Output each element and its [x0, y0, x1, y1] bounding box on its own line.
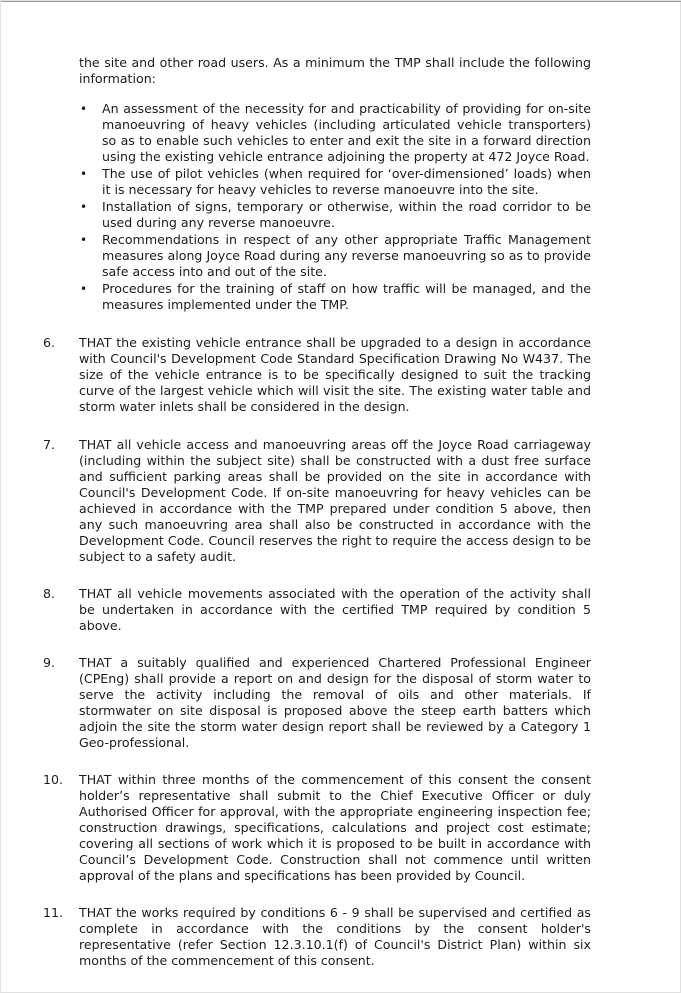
bullet-icon: •: [80, 102, 88, 116]
conditions-list: [43, 335, 591, 969]
condition-11: [43, 905, 591, 969]
tmp-requirements-list: [43, 101, 591, 313]
bullet-icon: •: [80, 233, 88, 247]
list-item: [43, 166, 591, 198]
intro-paragraph: the site and other road users. As a minimum the TMP shall include the following information:: [79, 55, 591, 86]
condition-10: [43, 772, 591, 884]
condition-8: [43, 586, 591, 634]
condition-text: THAT the existing vehicle entrance shall be upgraded to a design in accordance with Council's Development Code Standard Specification Drawing No W437. The size of the vehicle entrance is to be specifically designed to suit the tracking curve of the largest vehicle which will visit the site. The existing water table and storm water inlets shall be considered in the design.: [79, 335, 591, 414]
condition-number: 8.: [43, 586, 56, 601]
list-item: [43, 101, 591, 165]
list-item: [43, 199, 591, 231]
bullet-icon: •: [80, 200, 88, 214]
condition-text: THAT all vehicle access and manoeuvring areas off the Joyce Road carriageway (including within the subject site) shall be constructed with a dust free surface and sufficient parking areas shall be provided on the site in accordance with Council's Development Code. If on-site manoeuvring for heavy vehicles can be achieved in accordance with the TMP prepared under condition 5 above, then any such manoeuvring area shall also be constructed in accordance with the Development Code. Council reserves the right to require the access design to be subject to a safety audit.: [79, 437, 591, 564]
condition-number: 9.: [43, 655, 56, 670]
condition-9: [43, 655, 591, 751]
condition-number: 7.: [43, 437, 56, 452]
list-item-text: Recommendations in respect of any other appropriate Traffic Management measures along Joyce Road during any reverse manoeuvring so as to provide safe access into and out of the site.: [102, 232, 591, 279]
condition-number: 10.: [43, 772, 64, 787]
page-top-border: [1, 1, 681, 2]
condition-6: [43, 335, 591, 415]
list-item-text: An assessment of the necessity for and practicability of providing for on-site manoeuvring of heavy vehicles (including articulated vehicle transporters) so as to enable such vehicles to enter and exit the site in a forward direction using the existing vehicle entrance adjoining the property at 472 Joyce Road.: [102, 101, 591, 164]
condition-number: 11.: [43, 905, 64, 920]
condition-text: THAT within three months of the commencement of this consent the consent holder’s representative shall submit to the Chief Executive Officer or duly Authorised Officer for approval, with the appropriate engineering inspection fee; construction drawings, specifications, calculations and project cost estimate; covering all sections of work which it is proposed to be built in accordance with Council’s Development Code. Construction shall not commence until written approval of the plans and specifications has been provided by Council.: [79, 772, 591, 883]
condition-number: 6.: [43, 335, 56, 350]
condition-text: THAT the works required by conditions 6 - 9 shall be supervised and certified as complete in accordance with the conditions by the consent holder's representative (refer Section 12.3.10.1(f) of Council's District Plan) within six months of the commencement of this consent.: [79, 905, 591, 968]
list-item-text: The use of pilot vehicles (when required for ‘over-dimensioned’ loads) when it is necessary for heavy vehicles to reverse manoeuvre into the site.: [102, 166, 591, 197]
list-item-text: Procedures for the training of staff on how traffic will be managed, and the measures implemented under the TMP.: [102, 281, 591, 312]
document-body: [43, 55, 591, 969]
condition-text: THAT a suitably qualified and experienced Chartered Professional Engineer (CPEng) shall provide a report on and design for the disposal of storm water to serve the activity including the removal of oils and other materials. If stormwater on site disposal is proposed above the steep earth batters which adjoin the site the storm water design report shall be reviewed by a Category 1 Geo-professional.: [79, 655, 591, 750]
list-item: [43, 232, 591, 280]
condition-7: [43, 437, 591, 565]
bullet-icon: •: [80, 167, 88, 181]
bullet-icon: •: [80, 282, 88, 296]
list-item: [43, 281, 591, 313]
condition-text: THAT all vehicle movements associated with the operation of the activity shall be undertaken in accordance with the certified TMP required by condition 5 above.: [79, 586, 591, 633]
list-item-text: Installation of signs, temporary or otherwise, within the road corridor to be used during any reverse manoeuvre.: [102, 199, 591, 230]
